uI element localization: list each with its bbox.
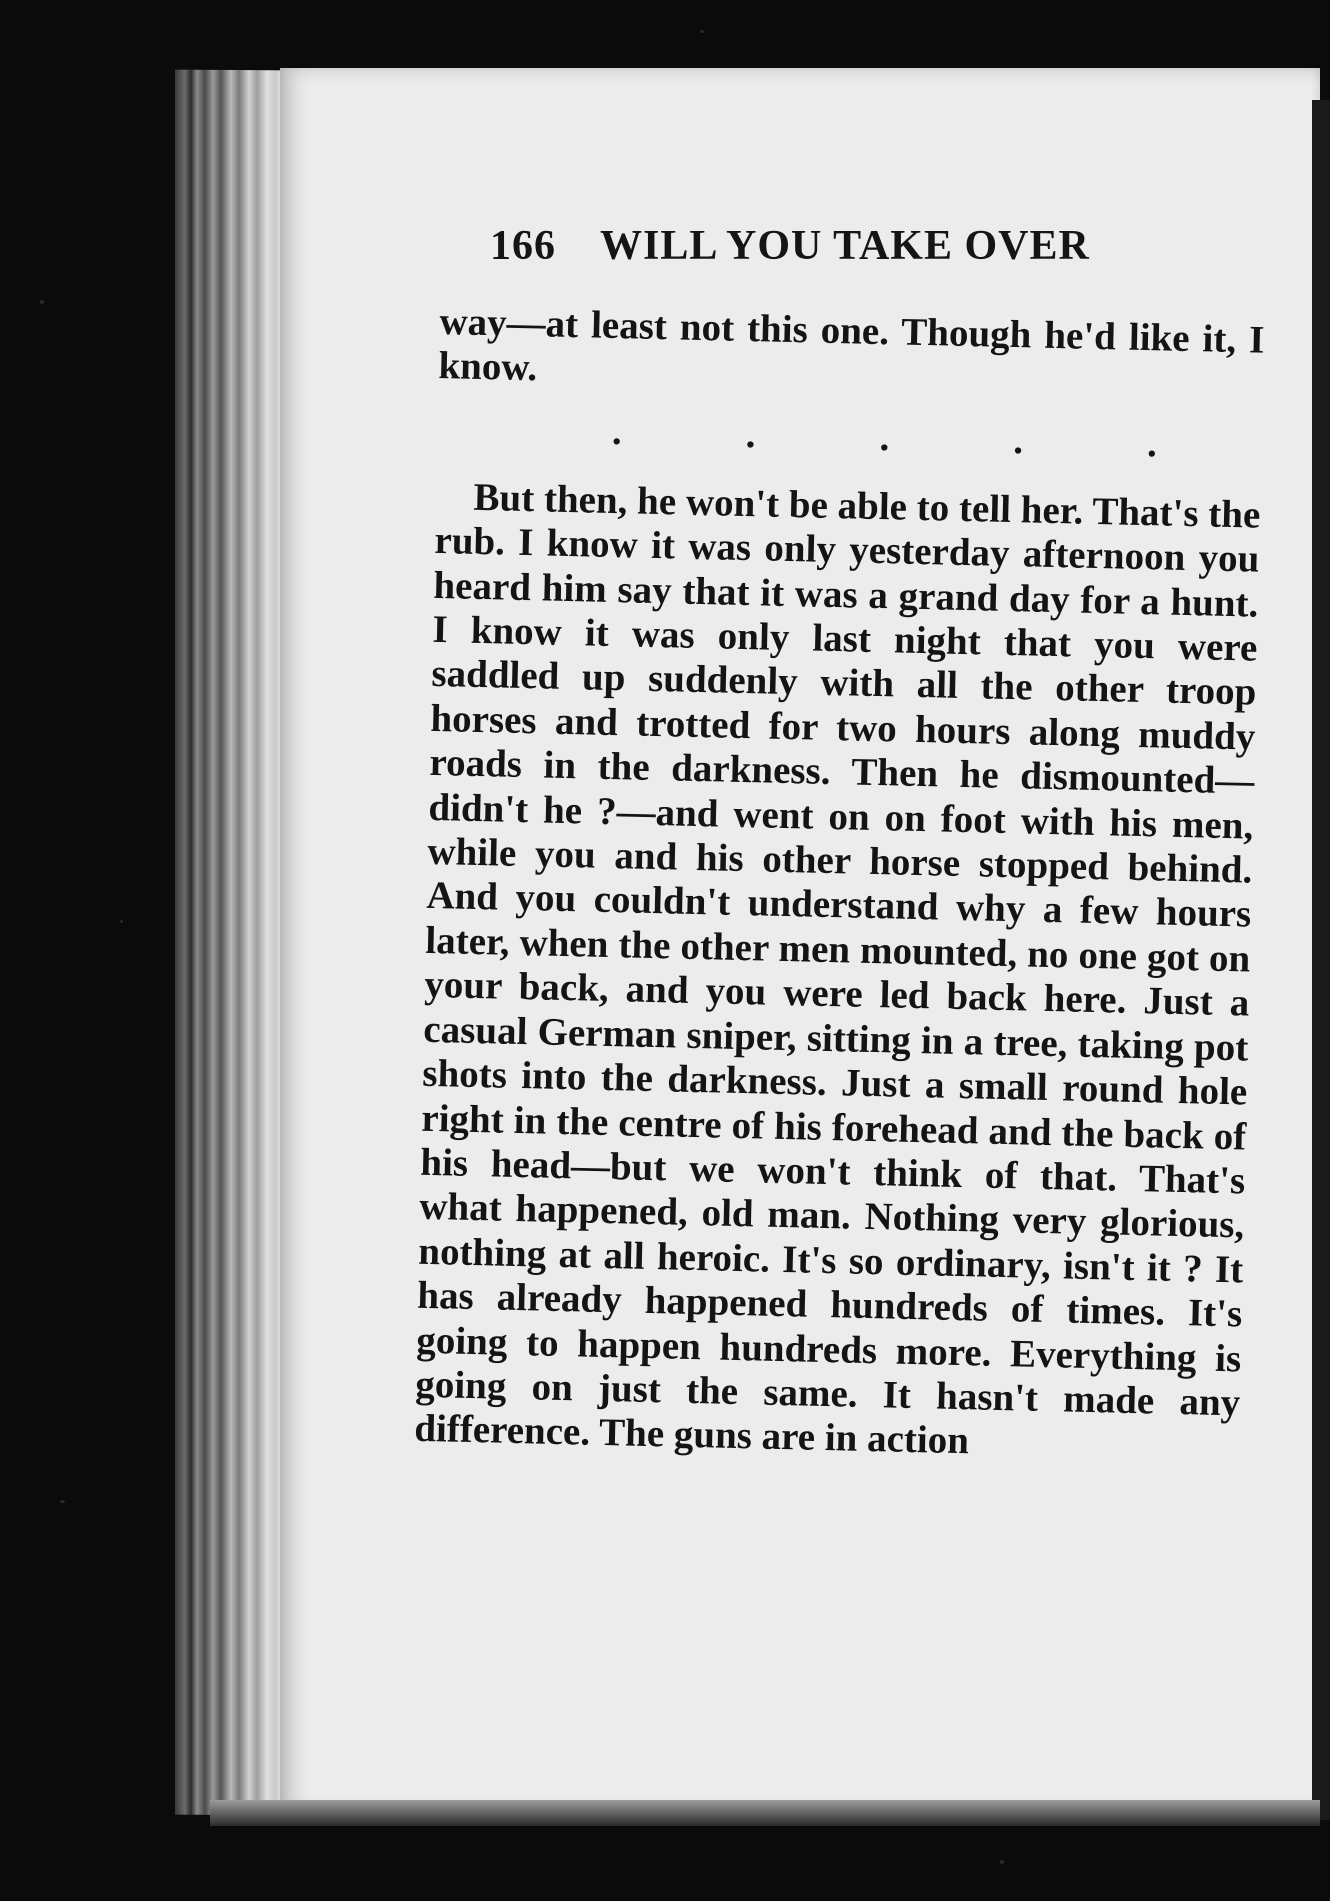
section-separator (611, 409, 1158, 466)
background-speck (700, 30, 704, 33)
background-speck (60, 1500, 65, 1503)
page-bottom-shadow (210, 1800, 1320, 1826)
background-speck (40, 300, 44, 304)
page-right-edge (1312, 100, 1330, 1820)
body-text (414, 300, 1265, 1470)
page-number: 166 (490, 223, 556, 269)
separator-dot: . (1146, 421, 1158, 466)
separator-dot: . (1012, 418, 1024, 463)
continuation-paragraph: way—at least not this one. Though he'd like it, I know. (438, 300, 1265, 390)
running-title: WILL YOU TAKE OVER (600, 223, 1090, 269)
separator-dot: . (745, 412, 757, 457)
main-paragraph: But then, he won't be able to tell her. That's the rub. I know it was only yesterday afternoon you heard him say that it was a grand day for a hunt. I know it was only last night that you were saddled up suddenly with all the other troop horses and trotted for two hours along muddy roads in the darkness. Then he dismounted—didn't he ?—and went on on foot with his men, while you and his other horse stopped behind. And you couldn't understand why a few hours later, when the other men mounted, no one got on your back, and you were led back here. Just a casual German sniper, sitting in a tree, taking pot shots into the darkness. Just a small round hole right in the centre of his forehead and the back of his head—but we won't think of that. That's what happened, old man. Nothing very glorious, nothing at all heroic. It's so ordinary, isn't it ? It has already happened hundreds of times. It's going to happen hundreds more. Everything is going on just the same. It hasn't made any difference. The guns are in action (413, 475, 1261, 1463)
separator-dot: . (879, 415, 890, 460)
background-speck (120, 920, 123, 923)
page-edges (175, 70, 295, 1816)
running-header (490, 222, 1170, 270)
background-speck (1000, 1860, 1004, 1864)
separator-dot: . (611, 409, 623, 453)
